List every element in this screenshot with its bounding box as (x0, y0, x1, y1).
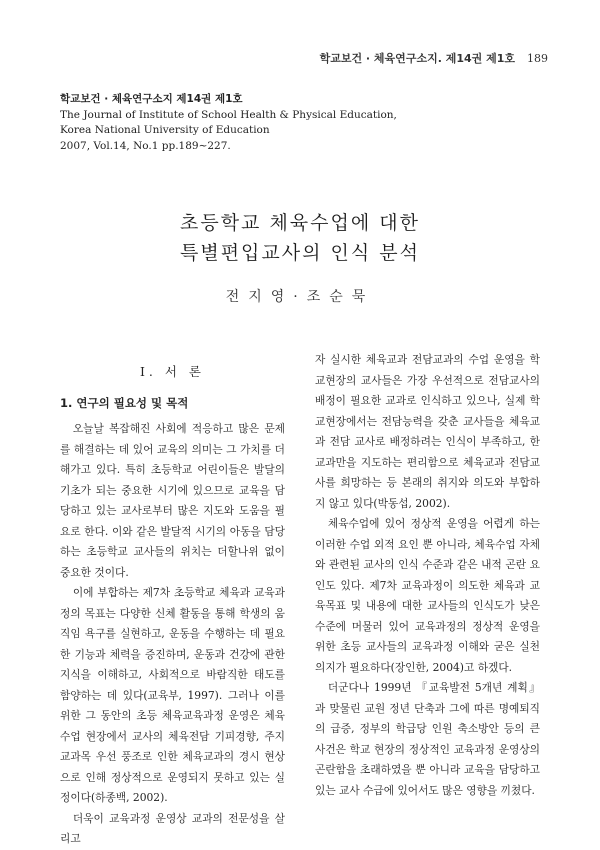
right-column (315, 350, 540, 801)
left-column (60, 350, 285, 850)
paragraph: 이에 부합하는 제7차 초등학교 체육과 교육과정의 목표는 다양한 신체 활동을 통해 학생의 움직임 욕구를 실현하고, 운동을 수행하는 데 필요한 기능과 체력을 증진하며, 운동과 건강에 관한 지식을 이해하고, 사회적으로 바람직한 태도를 함양하는 데 있다(교육부, 1997). 그러나 이를 위한 그 동안의 초등 체육교육과정 운영은 체육수업 현장에서 교사의 체육전담 기피경향, 주지교과목 우선 풍조로 인한 체육교과의 경시 현상으로 인해 정상적으로 운영되지 못하고 있는 실정이다(하종백, 2002). (60, 586, 285, 804)
journal-name-english: The Journal of Institute of School Health & Physical Education, (60, 108, 397, 121)
journal-institution: Korea National University of Education (60, 124, 270, 136)
subsection-heading: 1. 연구의 필요성 및 목적 (60, 395, 189, 410)
paragraph: 체육수업에 있어 정상적 운영을 어렵게 하는 이러한 수업 외적 요인 뿐 아니라, 체육수업 자체와 관련된 교사의 인식 수준과 같은 내적 곤란 요인도 있다. 제7차 교육과정이 의도한 체육과 교육목표 및 내용에 대한 교사들의 인식도가 낮은 수준에 머물러 있어 교육과정의 정상적 운영을 위한 초등 교사들의 교육과정 이해와 굳은 실천의지가 필요하다(장인한, 2004)고 하겠다. (315, 517, 540, 674)
authors: 전지영·조순묵 (225, 289, 375, 305)
article-title (0, 208, 600, 268)
journal-info (60, 92, 397, 154)
paragraph: 더욱이 교육과정 운영상 교과의 전문성을 살리고 (60, 811, 285, 845)
paragraph: 더군다나 1999년 『교육발전 5개년 계획』과 맞물린 교원 정년 단축과 그에 따른 명예퇴직의 급증, 정부의 학급당 인원 축소방안 등의 큰 사건은 학교 현장의 정상적인 교육과정 운영상의 곤란함을 초래하였을 뿐 아니라 교육을 담당하고 있는 교사 수급에 있어서도 많은 영향을 끼쳤다. (315, 681, 540, 797)
journal-name-korean: 학교보건 · 체육연구소지 제14권 제1호 (60, 93, 243, 105)
paragraph: 자 실시한 체육교과 전담교과의 수업 운영을 학교현장의 교사들은 가장 우선적으로 전담교사의 배정이 필요한 교과로 인식하고 있으나, 실제 학교현장에서는 전담능력을 갖춘 교사들을 체육교과 전담 교사로 배정하려는 인식이 부족하고, 한 교과만을 지도하는 편리함으로 체육교과 전담교사를 희망하는 등 본래의 취지와 의도와 부합하지 않고 있다(박동섭, 2002). (315, 353, 540, 510)
paragraph: 오늘날 복잡해진 사회에 적응하고 많은 문제를 해결하는 데 있어 교육의 의미는 그 가치를 더해가고 있다. 특히 초등학교 어린이들은 발달의 기초가 되는 중요한 시기에 있으므로 교육을 담당하고 있는 교사로부터 많은 지도와 도움을 필요로 한다. 이와 같은 발달적 시기의 아동을 담당하는 초등학교 교사들의 위치는 더할나위 없이 중요한 것이다. (60, 422, 285, 579)
page-number: 189 (527, 52, 548, 65)
title-line-2: 특별편입교사의 인식 분석 (180, 242, 420, 264)
running-title: 학교보건 · 체육연구소지. 제14권 제1호 (319, 52, 515, 65)
running-header (320, 50, 548, 66)
journal-citation: 2007, Vol.14, No.1 pp.189∼227. (60, 139, 231, 152)
section-heading: Ⅰ. 서 론 (139, 364, 205, 379)
title-line-1: 초등학교 체육수업에 대한 (180, 212, 420, 234)
